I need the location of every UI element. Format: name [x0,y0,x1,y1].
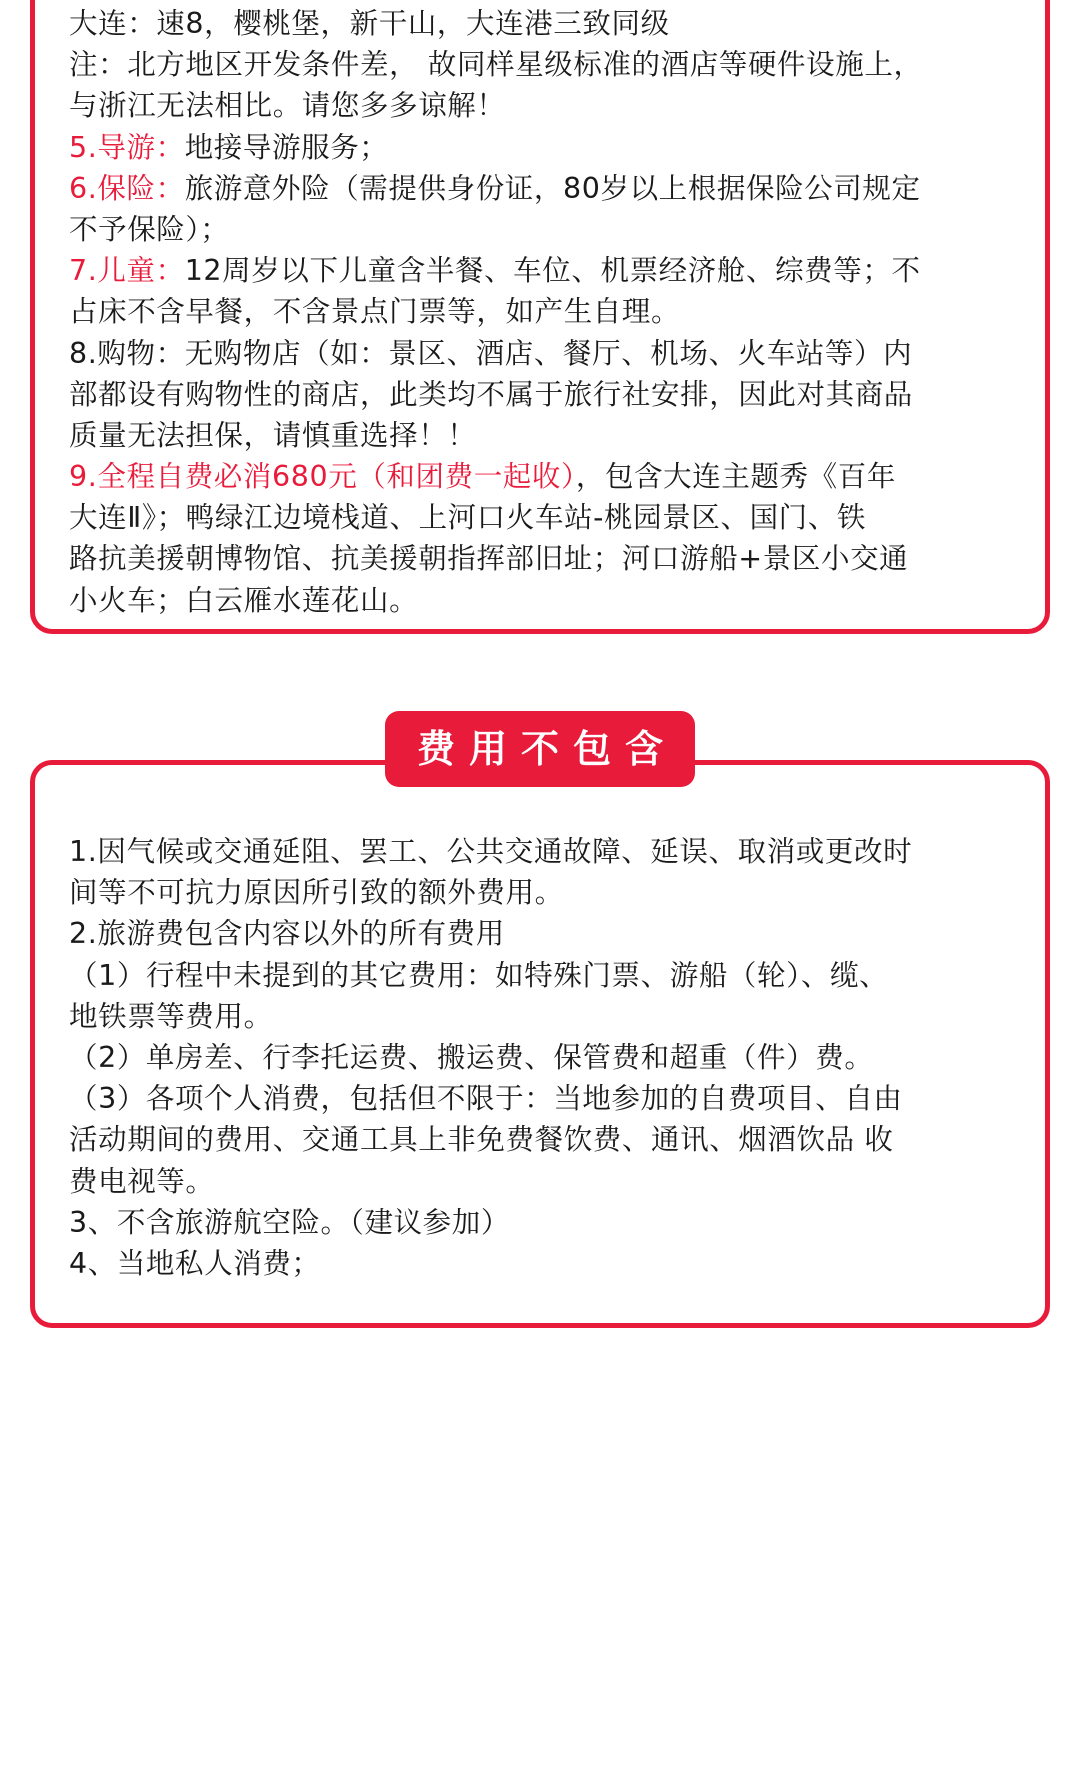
highlight-text: 9.全程自费必消680元（和团费一起收） [69,460,576,494]
excluded-line: 活动期间的费用、交通工具上非免费餐饮费、通讯、烟酒饮品 收 [69,1123,894,1157]
included-line [69,3,1011,44]
body-text: ，包含大连主题秀《百年 [575,460,896,494]
included-line [69,415,1011,456]
body-text: 12周岁以下儿童含半餐、车位、机票经济舱、综费等；不 [184,254,921,288]
included-line [69,374,1011,415]
included-line [69,538,1011,579]
highlight-text: 6.保险： [69,171,185,205]
body-text: 大连Ⅱ》；鸭绿江边境栈道、上河口火车站-桃园景区、国门、铁 [69,501,866,535]
fee-excluded-card [30,760,1050,1328]
body-text: 与浙江无法相比。请您多多谅解！ [69,89,506,123]
body-text: 不予保险）； [69,212,230,246]
excluded-line: 地铁票等费用。 [69,999,273,1033]
highlight-text: 7.儿童： [69,254,185,288]
excluded-line: （3）各项个人消费，包括但不限于：当地参加的自费项目、自由 [69,1082,903,1116]
body-text: 地接导游服务； [184,130,389,164]
body-text: 占床不含早餐，不含景点门票等，如产生自理。 [69,295,681,329]
excluded-line: 4、当地私人消费； [69,1246,321,1280]
included-line [69,127,1011,168]
included-line [69,580,1011,621]
included-line [69,250,1011,291]
included-line [69,497,1011,538]
body-text: 注：北方地区开发条件差， 故同样星级标准的酒店等硬件设施上， [69,48,923,82]
included-line [69,456,1011,497]
body-text: 质量无法担保，请慎重选择！！ [69,418,477,452]
body-text: 大连：速8，樱桃堡，新干山，大连港三致同级 [69,7,670,40]
included-line [69,44,1011,85]
fee-included-card [30,0,1050,634]
excluded-line: （1）行程中未提到的其它费用：如特殊门票、游船（轮）、缆、 [69,958,889,992]
included-line [69,85,1011,126]
excluded-line: 1.因气候或交通延阻、罢工、公共交通故障、延误、取消或更改时 [69,835,913,868]
included-line [69,333,1011,374]
body-text: 旅游意外险（需提供身份证，80岁以上根据保险公司规定 [184,171,921,205]
body-text: 部都设有购物性的商店，此类均不属于旅行社安排，因此对其商品 [69,377,913,411]
body-text: 路抗美援朝博物馆、抗美援朝指挥部旧址；河口游船+景区小交通 [69,542,909,576]
excluded-line: 间等不可抗力原因所引致的额外费用。 [69,876,564,910]
highlight-text: 5.导游： [69,130,185,164]
fee-excluded-title: 费用不包含 [385,711,695,787]
excluded-line: 3、不含旅游航空险。（建议参加） [69,1205,510,1239]
body-text: 小火车；白云雁水莲花山。 [69,583,419,617]
excluded-line: 2.旅游费包含内容以外的所有费用 [69,917,505,951]
excluded-line: 费电视等。 [69,1164,215,1198]
excluded-line: （2）单房差、行李托运费、搬运费、保管费和超重（件）费。 [69,1040,874,1074]
included-line [69,168,1011,209]
included-line [69,209,1011,250]
body-text: 8.购物：无购物店（如：景区、酒店、餐厅、机场、火车站等）内 [69,336,913,370]
included-line [69,291,1011,332]
fee-included-list [69,3,1011,621]
fee-excluded-list [69,831,1011,1284]
